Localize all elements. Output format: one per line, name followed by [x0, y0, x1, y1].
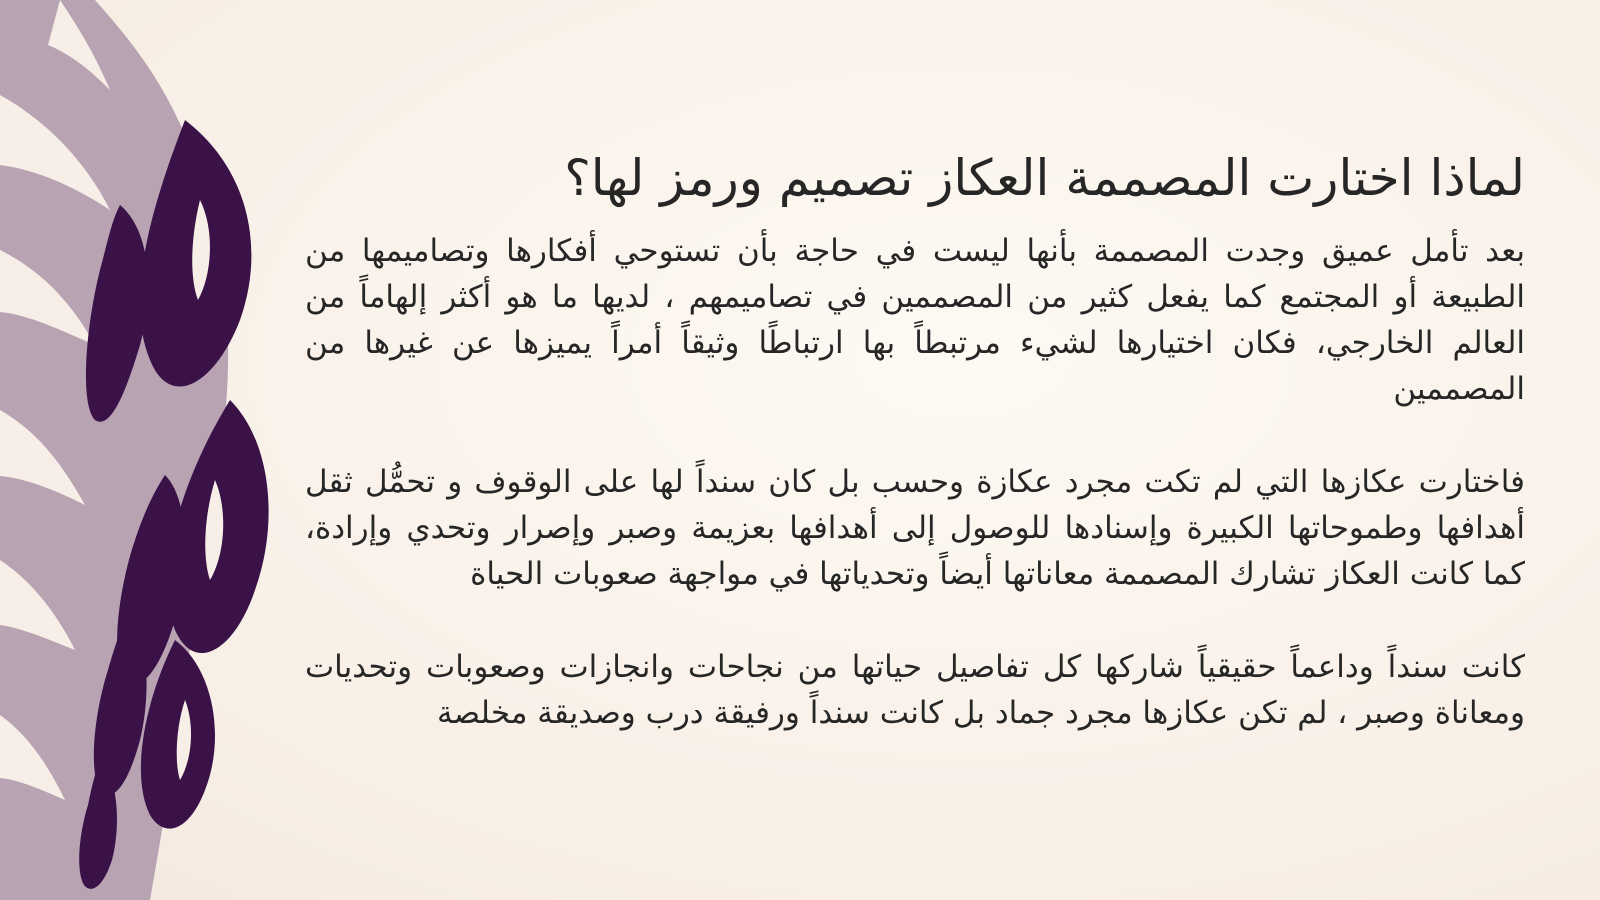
paragraph-3: كانت سنداً وداعماً حقيقياً شاركها كل تفاصيل حياتها من نجاحات وانجازات وصعوبات وتحديات ومعاناة وصبر ، لم تكن عكازها مجرد جماد بل كانت سنداً ورفيقة درب وصديقة مخلصة [305, 649, 1525, 731]
paragraph-2: فاختارت عكازها التي لم تكت مجرد عكازة وحسب بل كان سنداً لها على الوقوف و تحمُّل ثقل أهدافها وطموحاتها الكبيرة وإسنادها للوصول إلى أهدافها بعزيمة وصبر وإصرار وتحدي وإرادة، كما كانت العكاز تشارك المصممة معاناتها أيضاً وتحدياتها في مواجهة صعوبات الحياة [305, 464, 1525, 592]
calligraphy-decoration [0, 0, 300, 900]
slide-title: لماذا اختارت المصممة العكاز تصميم ورمز لها؟ [564, 149, 1525, 207]
content-block [305, 138, 1525, 736]
paragraph-1: بعد تأمل عميق وجدت المصممة بأنها ليست في حاجة بأن تستوحي أفكارها وتصاميمها من الطبيعة أو المجتمع كما يفعل كثير من المصممين في تصاميمهم ، لديها ما هو أكثر إلهاماً من العالم الخارجي، فكان اختيارها لشيء مرتبطاً بها ارتباطًا وثيقاً أمراً يميزها عن غيرها من المصممين [305, 233, 1525, 407]
